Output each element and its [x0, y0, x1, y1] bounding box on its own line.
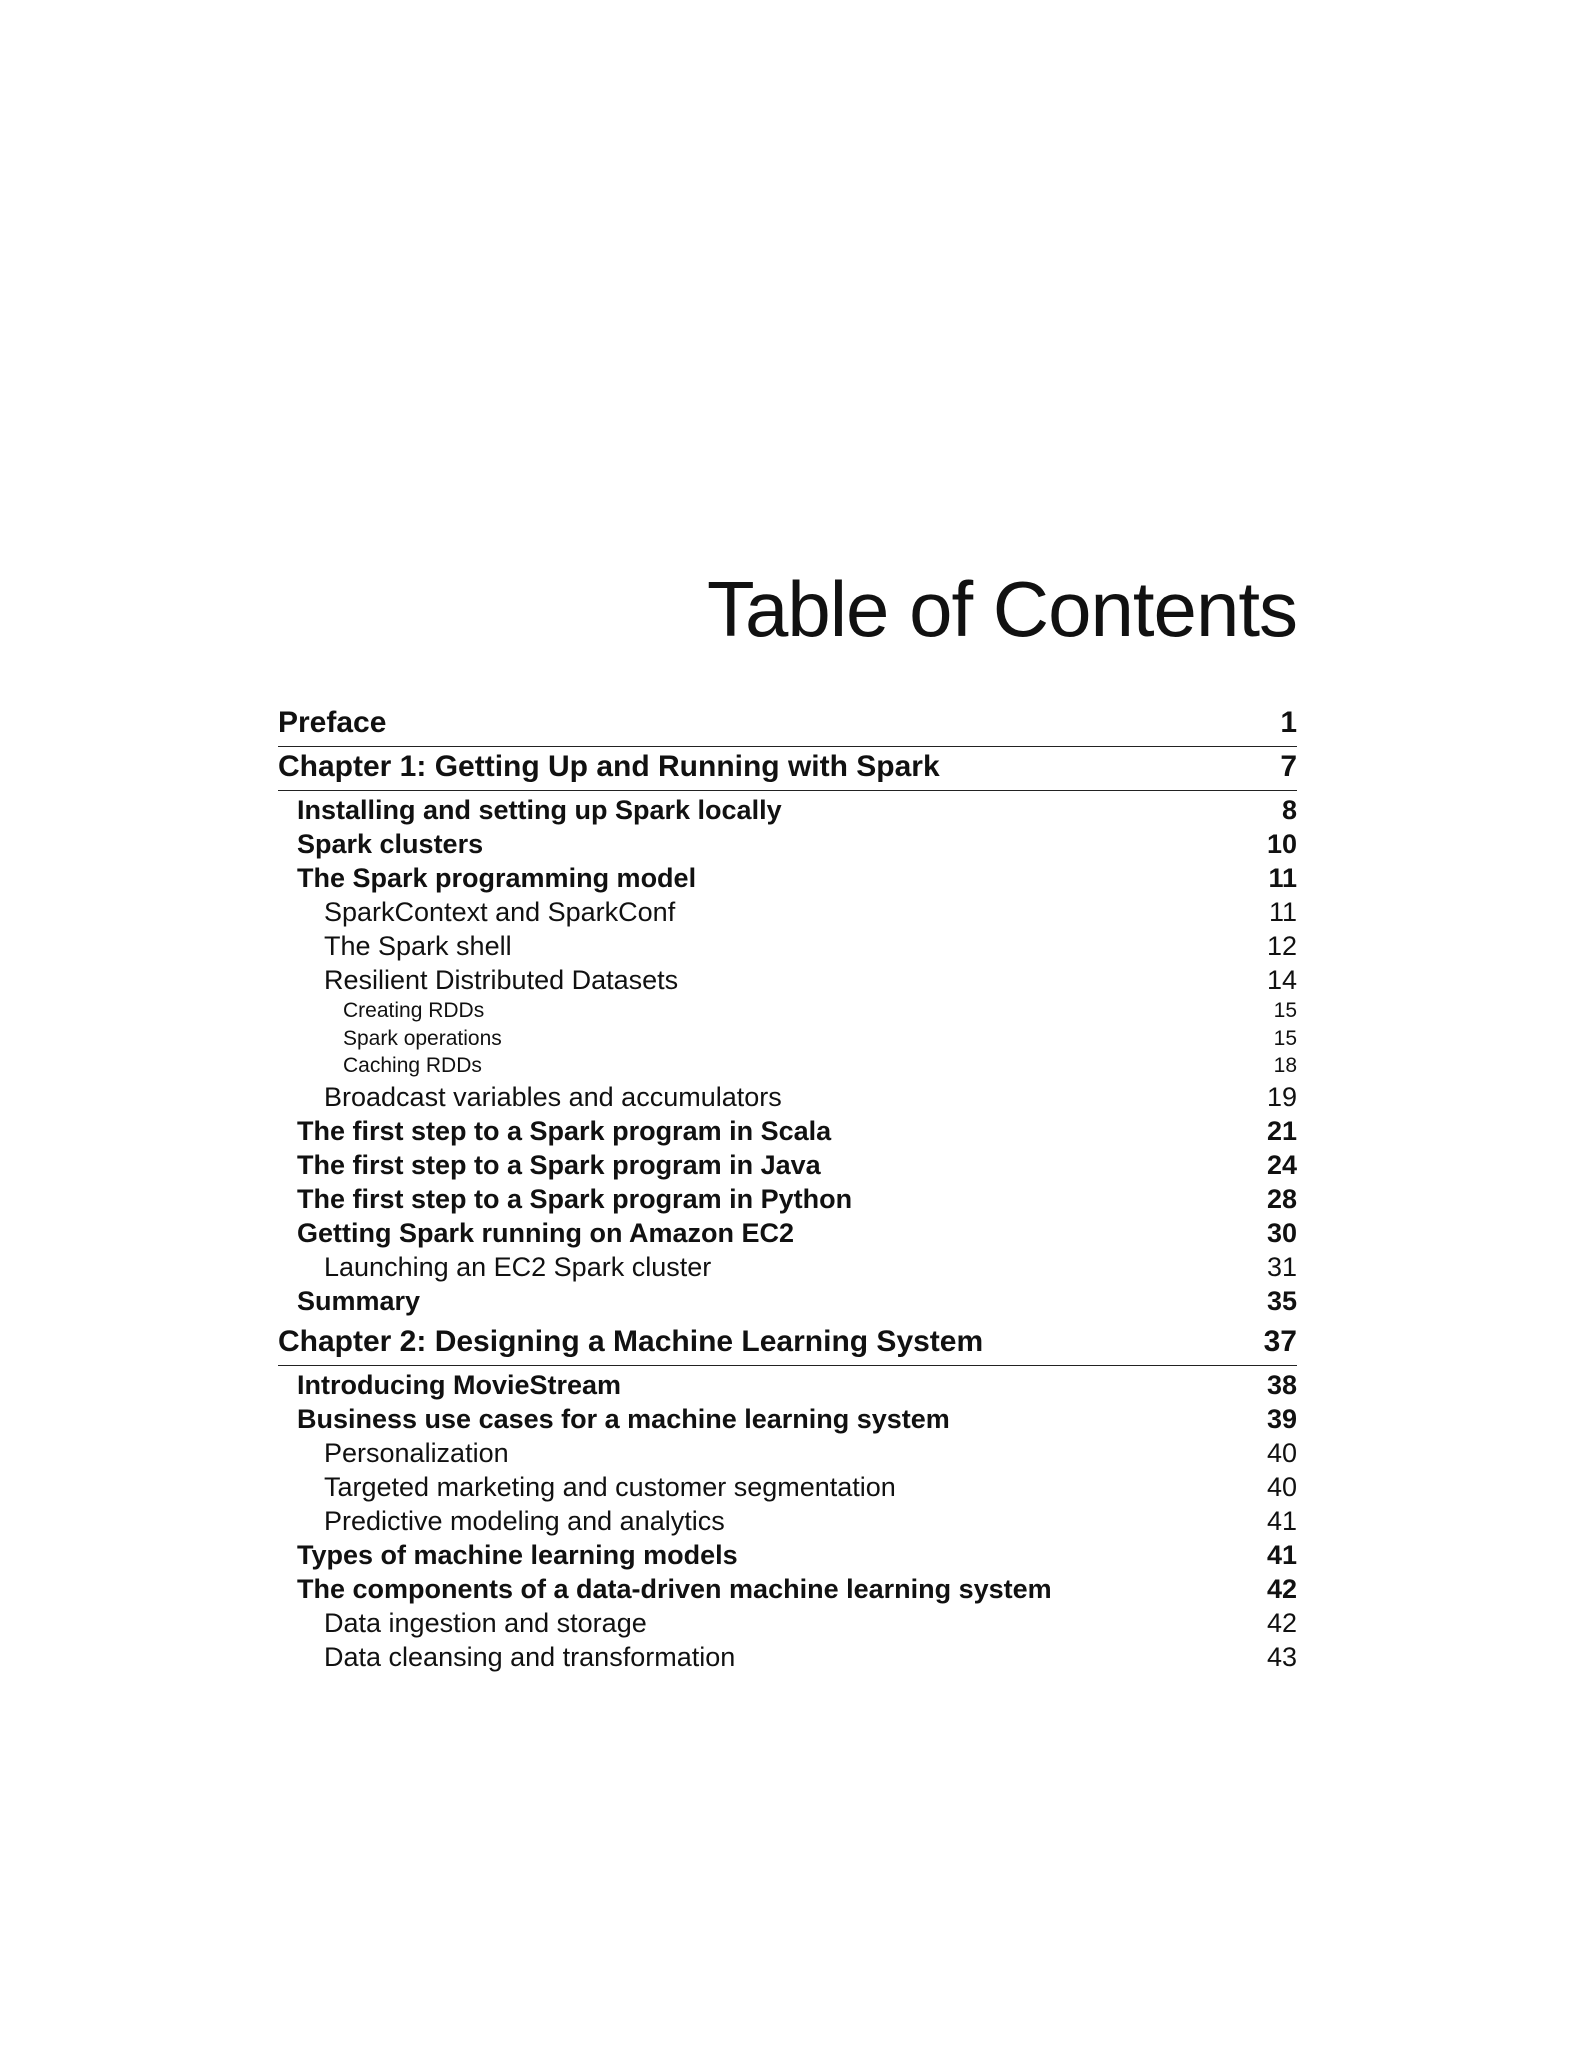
- toc-entry[interactable]: [278, 827, 1297, 861]
- toc-entry-title: The first step to a Spark program in Java: [297, 1149, 821, 1180]
- toc-entry-title: Types of machine learning models: [297, 1539, 738, 1570]
- toc-entry[interactable]: [278, 1148, 1297, 1182]
- toc-entry[interactable]: [278, 1052, 1297, 1080]
- toc-entry-title: Broadcast variables and accumulators: [324, 1081, 782, 1112]
- toc-chapter-entry[interactable]: [278, 703, 1297, 747]
- toc-entry-title: Caching RDDs: [343, 1054, 482, 1077]
- table-of-contents: [278, 703, 1297, 1674]
- toc-entry-page-number: 43: [1266, 1641, 1297, 1672]
- toc-entry-title: Personalization: [324, 1437, 509, 1468]
- toc-entry-title: Spark clusters: [297, 829, 484, 859]
- toc-entry-page-number: 1: [1280, 706, 1297, 739]
- toc-entry[interactable]: [278, 929, 1297, 963]
- toc-entry[interactable]: [278, 1182, 1297, 1216]
- toc-entry-page-number: 41: [1266, 1505, 1297, 1536]
- toc-entry[interactable]: [278, 1402, 1297, 1436]
- toc-entry-page-number: 18: [1273, 1054, 1297, 1077]
- toc-entry-title: Getting Spark running on Amazon EC2: [297, 1217, 795, 1248]
- toc-entry-page-number: 10: [1266, 829, 1297, 859]
- toc-entry-page-number: 28: [1266, 1183, 1297, 1214]
- toc-entry[interactable]: [278, 1284, 1297, 1318]
- toc-entry-page-number: 38: [1266, 1369, 1297, 1400]
- toc-entry[interactable]: [278, 1572, 1297, 1606]
- toc-entry-title: SparkContext and SparkConf: [324, 897, 676, 927]
- toc-entry-page-number: 37: [1263, 1324, 1297, 1358]
- toc-entry[interactable]: [278, 997, 1297, 1025]
- toc-entry[interactable]: [278, 1368, 1297, 1402]
- toc-entry-title: Data ingestion and storage: [324, 1607, 647, 1638]
- toc-entry-page-number: 40: [1266, 1437, 1297, 1468]
- toc-entry-title: The components of a data-driven machine learning system: [297, 1573, 1052, 1604]
- toc-entry[interactable]: [278, 1025, 1297, 1053]
- toc-entry-title: Creating RDDs: [343, 999, 485, 1022]
- toc-entry[interactable]: [278, 1538, 1297, 1572]
- toc-entry-title: Launching an EC2 Spark cluster: [324, 1251, 712, 1282]
- toc-entry-title: The first step to a Spark program in Scala: [297, 1115, 832, 1146]
- toc-entry-title: The Spark programming model: [297, 863, 697, 893]
- toc-entry-title: The Spark shell: [324, 931, 512, 961]
- toc-entry-title: Predictive modeling and analytics: [324, 1505, 725, 1536]
- toc-entry[interactable]: [278, 1216, 1297, 1250]
- toc-entry-title: Chapter 2: Designing a Machine Learning System: [278, 1324, 984, 1358]
- toc-entry-page-number: 24: [1266, 1149, 1297, 1180]
- toc-entry-page-number: 42: [1266, 1607, 1297, 1638]
- toc-entry[interactable]: [278, 1470, 1297, 1504]
- toc-entry[interactable]: [278, 1640, 1297, 1674]
- toc-entry-title: Installing and setting up Spark locally: [297, 795, 782, 825]
- toc-entry-title: Introducing MovieStream: [297, 1369, 622, 1400]
- toc-entry-title: Targeted marketing and customer segmentation: [324, 1471, 896, 1502]
- toc-entry-page-number: 40: [1266, 1471, 1297, 1502]
- toc-entry[interactable]: [278, 1250, 1297, 1284]
- toc-entry[interactable]: [278, 895, 1297, 929]
- toc-entry-page-number: 39: [1266, 1403, 1297, 1434]
- toc-entry-page-number: 15: [1273, 1026, 1297, 1050]
- toc-entry-page-number: 11: [1268, 863, 1297, 893]
- toc-entry-page-number: 12: [1266, 931, 1297, 961]
- toc-entry-page-number: 19: [1266, 1081, 1297, 1112]
- toc-entry-page-number: 21: [1266, 1115, 1297, 1146]
- toc-entry-page-number: 11: [1268, 897, 1297, 927]
- toc-entry-page-number: 7: [1280, 750, 1297, 783]
- toc-entry-title: Summary: [297, 1285, 421, 1316]
- toc-chapter-entry[interactable]: [278, 747, 1297, 791]
- toc-entry-page-number: 14: [1266, 965, 1297, 995]
- toc-entry[interactable]: [278, 1436, 1297, 1470]
- toc-entry-title: Spark operations: [343, 1026, 502, 1050]
- toc-entry-title: Data cleansing and transformation: [324, 1641, 736, 1672]
- toc-entry[interactable]: [278, 963, 1297, 997]
- toc-entry-page-number: 42: [1266, 1573, 1297, 1604]
- toc-entry-page-number: 15: [1273, 999, 1297, 1022]
- toc-entry[interactable]: [278, 861, 1297, 895]
- toc-entry[interactable]: [278, 1114, 1297, 1148]
- toc-entry[interactable]: [278, 1080, 1297, 1114]
- page-title: Table of Contents: [706, 565, 1297, 653]
- toc-entry[interactable]: [278, 793, 1297, 827]
- toc-entry-title: The first step to a Spark program in Python: [297, 1183, 853, 1214]
- toc-entry-page-number: 31: [1266, 1251, 1297, 1282]
- toc-entry-page-number: 30: [1266, 1217, 1297, 1248]
- toc-entry-page-number: 8: [1281, 795, 1297, 825]
- toc-entry-title: Chapter 1: Getting Up and Running with Spark: [278, 750, 940, 783]
- toc-entry-title: Preface: [278, 706, 387, 739]
- toc-entry-page-number: 35: [1266, 1285, 1297, 1316]
- toc-entry-page-number: 41: [1266, 1539, 1297, 1570]
- toc-entry-title: Business use cases for a machine learning system: [297, 1403, 950, 1434]
- toc-entry[interactable]: [278, 1504, 1297, 1538]
- toc-entry[interactable]: [278, 1606, 1297, 1640]
- toc-chapter-entry[interactable]: [278, 1322, 1297, 1366]
- toc-entry-title: Resilient Distributed Datasets: [324, 965, 679, 995]
